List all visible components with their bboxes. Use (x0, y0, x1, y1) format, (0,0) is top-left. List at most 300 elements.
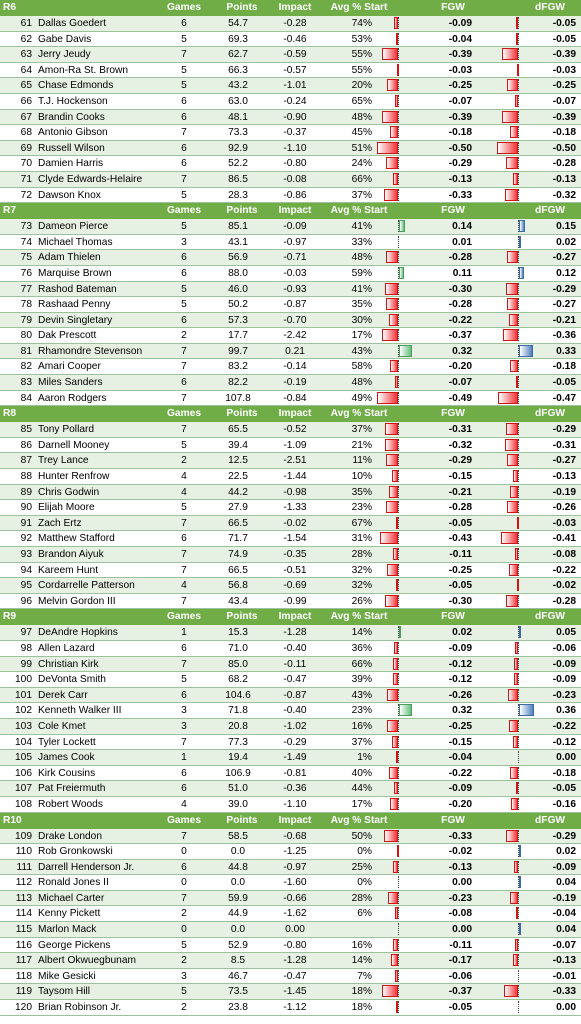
dfgw-bar (507, 79, 518, 91)
fgw-bar (395, 907, 398, 919)
fgw-bar (389, 486, 398, 498)
dfgw-value: 0.33 (556, 345, 576, 357)
games-value: 4 (181, 486, 187, 498)
fgw-bar (382, 48, 398, 60)
dfgw-bar (517, 517, 519, 529)
dfgw-value: 0.02 (556, 236, 576, 248)
dfgw-value: -0.41 (552, 533, 576, 545)
fgw-value: -0.04 (448, 752, 472, 764)
player-rank: 114 (15, 908, 32, 920)
dfgw-value: -0.32 (552, 189, 576, 201)
dfgw-value: -0.26 (552, 502, 576, 514)
avg-start-value: 35% (351, 486, 372, 498)
impact-value: -0.80 (283, 158, 307, 170)
impact-value: -0.14 (283, 361, 307, 373)
fgw-bar-axis (398, 548, 399, 560)
fgw-bar (384, 189, 398, 201)
avg-start-value: 41% (351, 283, 372, 295)
points-value: 43.2 (228, 80, 248, 92)
dfgw-bar-axis (518, 548, 519, 560)
fgw-bar (394, 782, 398, 794)
points-value: 20.8 (228, 720, 248, 732)
dfgw-value: 0.00 (556, 1002, 576, 1014)
fgw-bar (393, 548, 398, 560)
impact-value: -2.51 (283, 455, 307, 467)
fgw-bar (386, 251, 398, 263)
games-value: 5 (181, 221, 187, 233)
fgw-value: -0.33 (448, 189, 472, 201)
table-row (0, 766, 581, 782)
fgw-value: -0.09 (448, 783, 472, 795)
fgw-bar-axis (398, 532, 399, 544)
dfgw-bar (509, 314, 518, 326)
impact-value: -0.46 (283, 33, 307, 45)
avg-start-column-header: Avg % Start (330, 408, 388, 420)
player-rank: 61 (20, 18, 32, 29)
dfgw-bar (504, 985, 518, 997)
fgw-value: -0.15 (448, 471, 472, 483)
fgw-bar (399, 267, 404, 279)
fgw-value: -0.25 (448, 720, 472, 732)
dfgw-value: -0.13 (552, 955, 576, 967)
player-rank: 68 (20, 127, 32, 139)
fgw-bar-axis (398, 189, 399, 201)
games-value: 7 (181, 49, 187, 61)
dfgw-bar (515, 642, 518, 654)
points-value: 71.8 (228, 705, 248, 717)
player-rank: 82 (20, 361, 32, 373)
games-value: 6 (181, 158, 187, 170)
fgw-bar-axis (398, 17, 399, 29)
points-value: 85.1 (228, 221, 248, 233)
games-value: 3 (181, 236, 187, 248)
points-value: 107.8 (225, 392, 251, 404)
dfgw-bar (497, 142, 518, 154)
fgw-value: -0.31 (448, 424, 472, 436)
impact-value: -0.24 (283, 95, 307, 107)
player-rank: 115 (15, 924, 32, 936)
impact-value: -1.02 (283, 720, 307, 732)
fgw-value: -0.26 (448, 689, 472, 701)
games-value: 3 (181, 705, 187, 717)
table-row (0, 78, 581, 94)
impact-value: -1.33 (283, 502, 307, 514)
player-rank: 94 (20, 564, 32, 576)
dfgw-value: -0.16 (552, 798, 576, 810)
games-value: 5 (181, 283, 187, 295)
table-row (0, 235, 581, 251)
table-row (0, 578, 581, 594)
fgw-bar (395, 95, 398, 107)
points-value: 82.2 (228, 377, 248, 389)
avg-start-value: 48% (351, 377, 372, 389)
player-rank: 69 (20, 142, 32, 154)
fgw-bar (396, 751, 398, 763)
dfgw-value: 0.04 (556, 877, 576, 889)
points-value: 57.3 (228, 314, 248, 326)
avg-start-value: 45% (351, 127, 372, 139)
impact-value: -0.80 (283, 939, 307, 951)
player-rank: 75 (20, 252, 32, 264)
games-value: 5 (181, 64, 187, 76)
points-value: 8.5 (230, 955, 246, 967)
impact-value: -0.37 (283, 127, 307, 139)
fgw-bar-axis (398, 830, 399, 842)
player-name: Hunter Renfrow (38, 471, 110, 483)
impact-value: -2.42 (283, 330, 307, 342)
fgw-bar (399, 704, 412, 716)
points-value: 50.2 (228, 299, 248, 311)
dfgw-bar-axis (518, 329, 519, 341)
fgw-value: -0.07 (448, 95, 472, 107)
player-rank: 71 (20, 173, 32, 185)
fgw-bar (382, 111, 398, 123)
table-row (0, 359, 581, 375)
points-value: 62.7 (228, 49, 248, 61)
table-row (0, 453, 581, 469)
table-row (0, 375, 581, 391)
player-rank: 98 (20, 642, 32, 654)
fgw-bar-axis (398, 970, 399, 982)
fgw-bar-axis (398, 33, 399, 45)
fgw-value: -0.15 (448, 736, 472, 748)
points-value: 44.2 (228, 486, 248, 498)
player-rank: 111 (16, 861, 32, 873)
avg-start-value: 16% (351, 939, 372, 951)
dfgw-bar-axis (518, 642, 519, 654)
impact-value: -1.10 (283, 142, 307, 154)
games-value: 5 (181, 674, 187, 686)
dfgw-bar (515, 95, 518, 107)
player-name: Brian Robinson Jr. (38, 1002, 122, 1014)
fgw-value: -0.13 (448, 861, 472, 873)
dfgw-column-header: dFGW (535, 611, 565, 623)
player-name: Christian Kirk (38, 658, 99, 670)
points-value: 92.9 (228, 142, 248, 154)
dfgw-bar (514, 658, 518, 670)
impact-column-header: Impact (278, 205, 312, 217)
fgw-bar (392, 470, 398, 482)
fgw-value: -0.02 (448, 846, 472, 858)
impact-value: -0.57 (283, 64, 307, 76)
dfgw-value: -0.13 (552, 173, 576, 185)
dfgw-bar (515, 548, 518, 560)
dfgw-bar-axis (518, 767, 519, 779)
games-value: 7 (181, 173, 187, 185)
points-value: 88.0 (228, 267, 248, 279)
player-rank: 84 (20, 392, 32, 404)
fgw-bar (387, 564, 398, 576)
player-rank: 70 (20, 158, 32, 170)
table-row (0, 16, 581, 32)
player-rank: 106 (15, 767, 32, 779)
dfgw-value: -0.39 (552, 49, 576, 61)
impact-value: -0.52 (283, 424, 307, 436)
fgw-bar (396, 517, 398, 529)
fgw-value: -0.11 (449, 939, 472, 951)
fgw-bar (395, 376, 398, 388)
table-row (0, 469, 581, 485)
player-rank: 73 (20, 221, 32, 233)
games-value: 0 (181, 846, 187, 858)
avg-start-value: 48% (351, 111, 372, 123)
fgw-column-header: FGW (441, 814, 465, 826)
player-name: Taysom Hill (38, 986, 91, 998)
dfgw-value: -0.22 (552, 720, 576, 732)
avg-start-value: 37% (351, 736, 372, 748)
fgw-bar (394, 17, 398, 29)
table-row (0, 672, 581, 688)
avg-start-column-header: Avg % Start (330, 611, 388, 623)
impact-value: -0.29 (283, 736, 307, 748)
points-value: 51.0 (228, 783, 248, 795)
points-value: 66.3 (228, 64, 248, 76)
table-row (0, 156, 581, 172)
player-name: Devin Singletary (38, 314, 113, 326)
fgw-bar (377, 392, 398, 404)
points-value: 0.0 (230, 877, 246, 889)
dfgw-bar-axis (518, 439, 519, 451)
dfgw-bar-axis (518, 595, 519, 607)
dfgw-bar-axis (518, 95, 519, 107)
table-row (0, 172, 581, 188)
points-column-header: Points (226, 2, 258, 13)
dfgw-bar-axis (518, 486, 519, 498)
points-value: 73.5 (228, 986, 248, 998)
points-value: 69.3 (228, 33, 248, 45)
impact-value: -0.36 (283, 783, 307, 795)
avg-start-column-header: Avg % Start (330, 205, 388, 217)
player-name: Mike Gesicki (38, 970, 96, 982)
fgw-bar-axis (398, 298, 399, 310)
avg-start-value: 58% (351, 361, 372, 373)
dfgw-value: -0.03 (552, 517, 576, 529)
player-rank: 113 (15, 892, 32, 904)
avg-start-value: 55% (351, 64, 372, 76)
dfgw-bar (513, 736, 518, 748)
dfgw-bar-axis (518, 17, 519, 29)
avg-start-column-header: Avg % Start (330, 814, 388, 826)
player-rank: 65 (20, 80, 32, 92)
dfgw-value: -0.47 (552, 392, 576, 404)
games-value: 6 (181, 689, 187, 701)
dfgw-value: -0.18 (552, 127, 576, 139)
dfgw-bar (509, 720, 518, 732)
points-value: 66.5 (228, 517, 248, 529)
fgw-bar-axis (398, 907, 399, 919)
fgw-value: -0.17 (448, 955, 472, 967)
dfgw-column-header: dFGW (535, 2, 565, 13)
dfgw-bar-axis (518, 782, 519, 794)
table-row (0, 282, 581, 298)
dfgw-bar-axis (518, 892, 519, 904)
points-value: 46.7 (228, 970, 248, 982)
impact-value: -1.62 (283, 908, 307, 920)
player-name: Melvin Gordon III (38, 595, 116, 607)
avg-start-value: 33% (351, 236, 372, 248)
fgw-bar (397, 845, 399, 857)
round-label: R8 (3, 408, 17, 420)
dfgw-bar-axis (518, 970, 519, 982)
impact-value: -1.12 (283, 1002, 307, 1014)
games-value: 6 (181, 142, 187, 154)
points-value: 83.2 (228, 361, 248, 373)
fgw-column-header: FGW (441, 408, 465, 420)
player-rank: 103 (15, 720, 32, 732)
dfgw-bar (508, 689, 518, 701)
avg-start-value: 0% (357, 877, 372, 889)
player-name: Derek Carr (38, 689, 88, 701)
dfgw-value: -0.04 (552, 908, 576, 920)
points-value: 44.8 (228, 861, 248, 873)
table-row (0, 906, 581, 922)
games-value: 2 (181, 455, 187, 467)
fgw-column-header: FGW (441, 205, 465, 217)
dfgw-value: -0.12 (552, 736, 576, 748)
fgw-bar (394, 642, 398, 654)
dfgw-value: -0.07 (552, 939, 576, 951)
dfgw-value: -0.31 (552, 439, 576, 451)
dfgw-bar (513, 173, 518, 185)
impact-value: -0.02 (283, 517, 307, 529)
player-rank: 85 (20, 424, 32, 436)
dfgw-bar-axis (518, 189, 519, 201)
impact-value: -1.28 (283, 955, 307, 967)
fgw-value: -0.29 (448, 158, 472, 170)
impact-value: -1.10 (283, 798, 307, 810)
avg-start-value: 20% (351, 80, 372, 92)
player-rank: 109 (15, 830, 32, 842)
table-row (0, 688, 581, 704)
impact-value: -0.97 (283, 861, 307, 873)
dfgw-bar-axis (518, 985, 519, 997)
fgw-bar (399, 626, 401, 638)
player-rank: 76 (20, 267, 32, 279)
player-name: Tyler Lockett (38, 736, 96, 748)
avg-start-value: 55% (351, 49, 372, 61)
player-name: Elijah Moore (38, 502, 95, 514)
player-rank: 101 (15, 689, 32, 701)
dfgw-value: -0.18 (552, 767, 576, 779)
player-rank: 78 (20, 299, 32, 311)
fgw-bar-axis (398, 486, 399, 498)
dfgw-bar-axis (518, 658, 519, 670)
fgw-bar-axis (398, 48, 399, 60)
fgw-bar-axis (398, 673, 399, 685)
avg-start-value: 31% (351, 533, 372, 545)
table-row (0, 594, 581, 610)
games-value: 6 (181, 533, 187, 545)
points-value: 52.2 (228, 158, 248, 170)
table-row (0, 844, 581, 860)
fgw-value: -0.23 (448, 892, 472, 904)
points-value: 65.5 (228, 424, 248, 436)
table-row (0, 344, 581, 360)
dfgw-bar (516, 907, 518, 919)
dfgw-bar-axis (518, 830, 519, 842)
table-row (0, 47, 581, 63)
dfgw-bar-axis (518, 157, 519, 169)
player-name: Marlon Mack (38, 924, 97, 936)
player-name: Damien Harris (38, 158, 104, 170)
dfgw-bar-axis (518, 736, 519, 748)
fgw-value: -0.28 (448, 252, 472, 264)
fgw-bar-axis (398, 454, 399, 466)
points-value: 46.0 (228, 283, 248, 295)
fgw-bar (399, 345, 412, 357)
player-name: Rashaad Penny (38, 299, 111, 311)
games-value: 6 (181, 95, 187, 107)
player-rank: 117 (15, 955, 32, 967)
dfgw-value: -0.27 (552, 252, 576, 264)
dfgw-value: -0.08 (552, 549, 576, 560)
fgw-bar (385, 439, 398, 451)
fgw-value: -0.05 (448, 517, 472, 529)
impact-value: -0.84 (283, 392, 307, 404)
player-rank: 93 (20, 549, 32, 560)
impact-value: -0.66 (283, 892, 307, 904)
fgw-bar-axis (398, 470, 399, 482)
impact-value: -0.51 (283, 564, 307, 576)
fgw-value: -0.30 (448, 283, 472, 295)
games-value: 5 (181, 80, 187, 92)
player-name: Rhamondre Stevenson (38, 345, 143, 357)
player-name: Kenny Pickett (38, 908, 101, 920)
player-name: Miles Sanders (38, 377, 103, 389)
fgw-value: -0.11 (449, 549, 472, 560)
avg-start-value: 74% (351, 18, 372, 29)
avg-start-value: 35% (351, 299, 372, 311)
fgw-bar-axis (398, 376, 399, 388)
player-name: Chris Godwin (38, 486, 100, 498)
dfgw-bar-axis (518, 314, 519, 326)
dfgw-bar-axis (518, 251, 519, 263)
fgw-bar (386, 454, 398, 466)
points-value: 59.9 (228, 892, 248, 904)
table-row (0, 250, 581, 266)
games-value: 1 (181, 627, 187, 639)
table-row (0, 922, 581, 938)
dfgw-value: -0.01 (552, 970, 576, 982)
fgw-value: -0.13 (448, 173, 472, 185)
fgw-bar-axis (398, 1001, 399, 1013)
fgw-bar-axis (398, 689, 399, 701)
dfgw-column-header: dFGW (535, 205, 565, 217)
impact-value: -0.11 (283, 658, 307, 670)
avg-start-value: 17% (351, 330, 372, 342)
fgw-bar (385, 595, 398, 607)
fgw-bar (382, 985, 398, 997)
player-name: Brandon Aiyuk (38, 549, 104, 560)
table-row (0, 500, 581, 516)
dfgw-bar (510, 767, 518, 779)
avg-start-value: 37% (351, 424, 372, 436)
table-row (0, 875, 581, 891)
player-name: T.J. Hockenson (38, 95, 108, 107)
player-name: George Pickens (38, 939, 111, 951)
avg-start-value: 0% (357, 846, 372, 858)
dfgw-value: 0.04 (556, 924, 576, 936)
fgw-bar (389, 767, 398, 779)
avg-start-value: 43% (351, 345, 372, 357)
impact-value: -1.49 (283, 752, 307, 764)
fgw-value: 0.32 (452, 705, 472, 717)
fgw-bar-axis (398, 142, 399, 154)
fgw-bar (385, 283, 398, 295)
fgw-bar-axis (398, 720, 399, 732)
fgw-bar-axis (398, 736, 399, 748)
fgw-value: -0.37 (448, 986, 472, 998)
